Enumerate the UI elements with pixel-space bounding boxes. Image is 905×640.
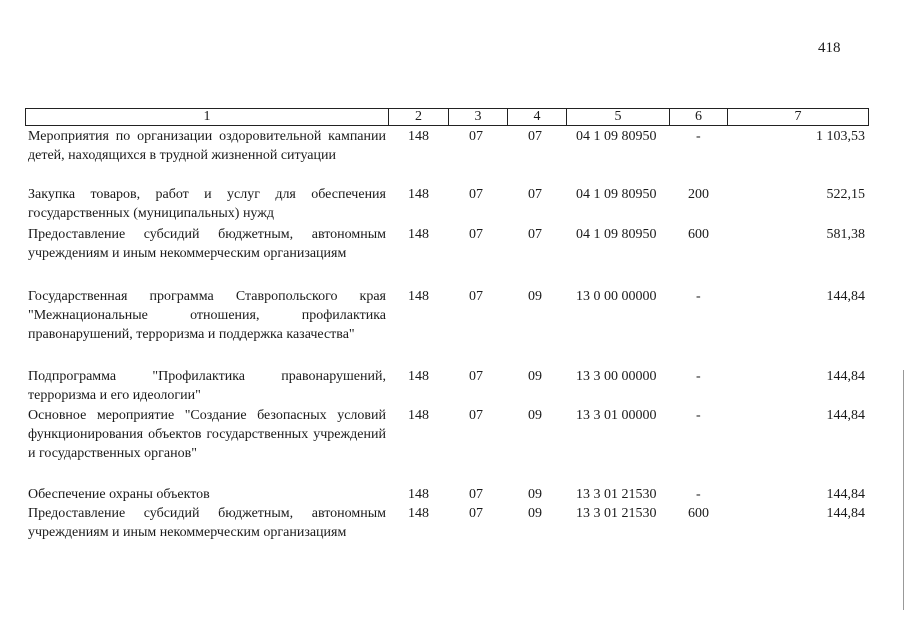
row-code-6: - (696, 487, 701, 502)
header-col-7: 7 (727, 108, 869, 126)
row-code-2: 148 (408, 506, 429, 521)
row-code-6: 600 (688, 227, 709, 242)
row-code-4: 09 (528, 369, 542, 384)
row-amount: 1 103,53 (816, 129, 865, 144)
row-code-6: 200 (688, 187, 709, 202)
row-name: Предоставление субсидий бюджетным, автономным учреждениям и иным некоммерческим организациям (28, 227, 386, 261)
row-code-3: 07 (469, 506, 483, 521)
row-code-4: 09 (528, 289, 542, 304)
row-amount: 581,38 (826, 227, 865, 242)
header-col-4: 4 (507, 108, 567, 126)
row-amount: 144,84 (826, 289, 865, 304)
header-col-5: 5 (566, 108, 670, 126)
row-name: Основное мероприятие "Создание безопасных условий функционирования объектов государственных учреждений и государственных органов" (28, 408, 386, 461)
row-name: Предоставление субсидий бюджетным, автономным учреждениям и иным некоммерческим организациям (28, 506, 386, 540)
row-code-5: 04 1 09 80950 (576, 227, 657, 242)
row-name: Обеспечение охраны объектов (28, 487, 210, 502)
row-code-3: 07 (469, 487, 483, 502)
row-code-5: 13 3 01 21530 (576, 506, 657, 521)
row-code-5: 13 3 01 00000 (576, 408, 657, 423)
header-col-1: 1 (25, 108, 389, 126)
page-number: 418 (818, 40, 841, 56)
row-code-2: 148 (408, 129, 429, 144)
row-code-4: 07 (528, 129, 542, 144)
row-code-4: 07 (528, 187, 542, 202)
row-code-3: 07 (469, 187, 483, 202)
row-code-3: 07 (469, 227, 483, 242)
row-amount: 144,84 (826, 369, 865, 384)
row-code-2: 148 (408, 289, 429, 304)
row-code-4: 09 (528, 506, 542, 521)
row-code-3: 07 (469, 129, 483, 144)
row-code-5: 13 0 00 00000 (576, 289, 657, 304)
header-col-2: 2 (388, 108, 449, 126)
row-amount: 144,84 (826, 506, 865, 521)
row-amount: 144,84 (826, 487, 865, 502)
row-name: Подпрограмма "Профилактика правонарушений, терроризма и его идеологии" (28, 369, 386, 403)
row-amount: 522,15 (826, 187, 865, 202)
row-code-6: - (696, 408, 701, 423)
row-name: Мероприятия по организации оздоровительной кампании детей, находящихся в трудной жизненной ситуации (28, 129, 386, 163)
row-amount: 144,84 (826, 408, 865, 423)
row-code-5: 04 1 09 80950 (576, 187, 657, 202)
header-col-3: 3 (448, 108, 508, 126)
row-code-4: 09 (528, 487, 542, 502)
row-code-2: 148 (408, 187, 429, 202)
row-code-6: - (696, 129, 701, 144)
row-code-5: 13 3 00 00000 (576, 369, 657, 384)
row-code-3: 07 (469, 289, 483, 304)
row-code-4: 09 (528, 408, 542, 423)
row-code-3: 07 (469, 369, 483, 384)
scan-edge-line (903, 370, 904, 610)
row-code-4: 07 (528, 227, 542, 242)
row-code-6: - (696, 369, 701, 384)
row-code-6: - (696, 289, 701, 304)
row-code-5: 13 3 01 21530 (576, 487, 657, 502)
row-name: Государственная программа Ставропольского края "Межнациональные отношения, профилактика правонарушений, терроризма и поддержка казачества" (28, 289, 386, 342)
row-code-2: 148 (408, 487, 429, 502)
row-code-3: 07 (469, 408, 483, 423)
row-code-2: 148 (408, 369, 429, 384)
row-name: Закупка товаров, работ и услуг для обеспечения государственных (муниципальных) нужд (28, 187, 386, 221)
header-col-6: 6 (669, 108, 728, 126)
row-code-5: 04 1 09 80950 (576, 129, 657, 144)
row-code-6: 600 (688, 506, 709, 521)
row-code-2: 148 (408, 227, 429, 242)
row-code-2: 148 (408, 408, 429, 423)
